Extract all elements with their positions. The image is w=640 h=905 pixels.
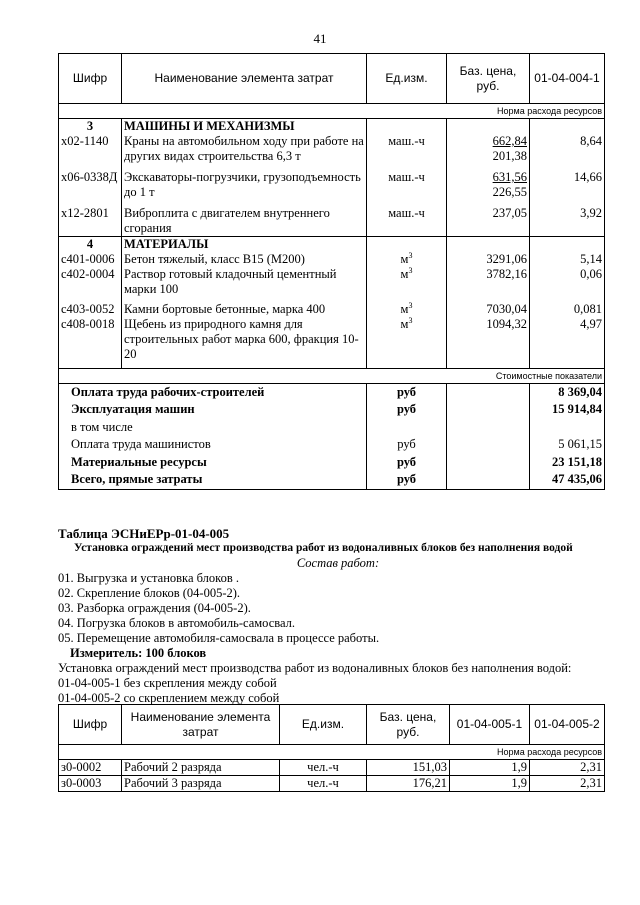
cost-row [59, 436, 605, 454]
header-col2: 01-04-005-2 [530, 705, 605, 745]
table-row [59, 206, 605, 237]
row-price: 3782,16 [447, 267, 530, 297]
table-row [59, 760, 605, 776]
row-price: 631,56 [492, 170, 527, 184]
cost-label: Стоимостные показатели [59, 368, 605, 383]
header-code: Шифр [59, 705, 122, 745]
table-row [59, 776, 605, 792]
row-price: 7030,04 [447, 302, 530, 317]
cost-name: Материальные ресурсы [59, 454, 367, 472]
cost-row [59, 419, 605, 437]
unit-superscript: 3 [408, 265, 413, 275]
row-norm: 4,97 [530, 317, 605, 362]
header-base-price: Баз. цена, руб. [367, 705, 450, 745]
norm-label: Норма расхода ресурсов [59, 745, 605, 760]
cost-value: 8 369,04 [530, 383, 605, 401]
header-col1: 01-04-005-1 [450, 705, 530, 745]
row-value-1: 1,9 [450, 760, 530, 776]
row-norm: 14,66 [530, 170, 605, 200]
row-name: Бетон тяжелый, класс В15 (М200) [122, 252, 367, 267]
row-unit: м [400, 252, 409, 266]
step-item: 02. Скрепление блоков (04-005-2). [58, 586, 241, 600]
section-number: 4 [59, 237, 122, 253]
row-value-2: 2,31 [530, 776, 605, 792]
row-unit: м [400, 317, 409, 331]
variant-item: 01-04-005-2 со скреплением между собой [58, 691, 280, 705]
cost-unit: руб [367, 436, 447, 454]
row-price: 176,21 [367, 776, 450, 792]
row-code: х12-2801 [59, 206, 122, 237]
row-unit: чел.-ч [280, 776, 367, 792]
row-name: Камни бортовые бетонные, марка 400 [122, 302, 367, 317]
unit-superscript: 3 [408, 250, 413, 260]
cost-row [59, 401, 605, 419]
row-price: 151,03 [367, 760, 450, 776]
row-name: Щебень из природного камня для строительных работ марка 600, фракция 10-20 [122, 317, 367, 362]
row-code: с401-0006 [59, 252, 122, 267]
section-header-row [59, 119, 605, 135]
row-price-secondary: 201,38 [492, 149, 527, 163]
row-unit: м [400, 267, 409, 281]
cost-unit: руб [367, 471, 447, 489]
row-name: Раствор готовый кладочный цементный марки 100 [122, 267, 367, 297]
row-code: х06-0338Д [59, 170, 122, 200]
row-name: Рабочий 2 разряда [122, 760, 280, 776]
cost-row [59, 383, 605, 401]
section-header-row [59, 237, 605, 253]
variant-item: 01-04-005-1 без скрепления между собой [58, 676, 277, 690]
row-code: з0-0003 [59, 776, 122, 792]
resource-table-01-04-004 [58, 53, 605, 490]
row-code: з0-0002 [59, 760, 122, 776]
row-price: 237,05 [447, 206, 530, 237]
row-code: с402-0004 [59, 267, 122, 297]
row-code: с403-0052 [59, 302, 122, 317]
row-code: с408-0018 [59, 317, 122, 362]
step-item: 04. Погрузка блоков в автомобиль-самосвал. [58, 616, 296, 630]
cost-name: Оплата труда рабочих-строителей [59, 383, 367, 401]
cost-row [59, 454, 605, 472]
cost-row [59, 471, 605, 489]
cost-value: 15 914,84 [530, 401, 605, 419]
row-unit: маш.-ч [367, 206, 447, 237]
row-price-secondary: 226,55 [492, 185, 527, 199]
row-value-2: 2,31 [530, 760, 605, 776]
cost-value: 47 435,06 [530, 471, 605, 489]
row-norm: 0,081 [530, 302, 605, 317]
row-name: Рабочий 3 разряда [122, 776, 280, 792]
row-name: Экскаваторы-погрузчики, грузоподъемность до 1 т [122, 170, 367, 200]
cost-unit: руб [367, 454, 447, 472]
section-title: МАШИНЫ И МЕХАНИЗМЫ [122, 119, 367, 135]
composition-label: Состав работ: [296, 556, 380, 570]
cost-name: Эксплуатация машин [59, 401, 367, 419]
row-unit: маш.-ч [367, 170, 447, 200]
row-price: 662,84 [492, 134, 527, 148]
section2-title: Таблица ЭСНиЕРр-01-04-005 [58, 526, 230, 541]
row-code: х02-1140 [59, 134, 122, 164]
cost-unit: руб [367, 383, 447, 401]
row-price: 1094,32 [447, 317, 530, 362]
header-code: Шифр [59, 54, 122, 104]
section-number: 3 [59, 119, 122, 135]
header-name: Наименование элемента затрат [122, 54, 367, 104]
cost-name: в том числе [59, 419, 367, 437]
section2-block [58, 526, 618, 706]
unit-superscript: 3 [408, 300, 413, 310]
table-header-row [59, 54, 605, 104]
unit-superscript: 3 [408, 315, 413, 325]
table-row [59, 317, 605, 362]
table-row [59, 170, 605, 200]
meter-label: Измеритель: 100 блоков [70, 646, 207, 660]
table-row [59, 134, 605, 164]
row-unit: м [400, 302, 409, 316]
norm-label: Норма расхода ресурсов [59, 104, 605, 119]
step-item: 03. Разборка ограждения (04-005-2). [58, 601, 251, 615]
cost-label-row [59, 368, 605, 383]
cost-unit: руб [367, 401, 447, 419]
cost-value: 5 061,15 [530, 436, 605, 454]
page-number: 41 [313, 31, 327, 46]
row-norm: 8,64 [530, 134, 605, 164]
row-name: Виброплита с двигателем внутреннего сгорания [122, 206, 367, 237]
section2-description: Установка ограждений мест производства работ из водоналивных блоков без наполнения водой: [58, 661, 572, 675]
table-row [59, 252, 605, 267]
row-unit: маш.-ч [367, 134, 447, 164]
header-unit: Ед.изм. [280, 705, 367, 745]
row-unit: чел.-ч [280, 760, 367, 776]
step-item: 01. Выгрузка и установка блоков . [58, 571, 239, 585]
step-item: 05. Перемещение автомобиля-самосвала в процессе работы. [58, 631, 380, 645]
header-name: Наименование элемента затрат [122, 705, 280, 745]
row-price: 3291,06 [447, 252, 530, 267]
header-col-code: 01-04-004-1 [530, 54, 605, 104]
cost-value: 23 151,18 [530, 454, 605, 472]
row-norm: 0,06 [530, 267, 605, 297]
section-title: МАТЕРИАЛЫ [122, 237, 367, 253]
cost-name: Оплата труда машинистов [59, 436, 367, 454]
table-header-row [59, 705, 605, 745]
header-base-price: Баз. цена, руб. [447, 54, 530, 104]
resource-table-01-04-005 [58, 704, 605, 792]
row-norm: 3,92 [530, 206, 605, 237]
row-value-1: 1,9 [450, 776, 530, 792]
row-name: Краны на автомобильном ходу при работе на других видах строительства 6,3 т [122, 134, 367, 164]
header-unit: Ед.изм. [367, 54, 447, 104]
row-norm: 5,14 [530, 252, 605, 267]
table-row [59, 267, 605, 297]
norm-label-row [59, 104, 605, 119]
norm-label-row [59, 745, 605, 760]
table-row [59, 302, 605, 317]
section2-subtitle: Установка ограждений мест производства работ из водоналивных блоков без наполнения водой [74, 542, 573, 554]
cost-name: Всего, прямые затраты [59, 471, 367, 489]
